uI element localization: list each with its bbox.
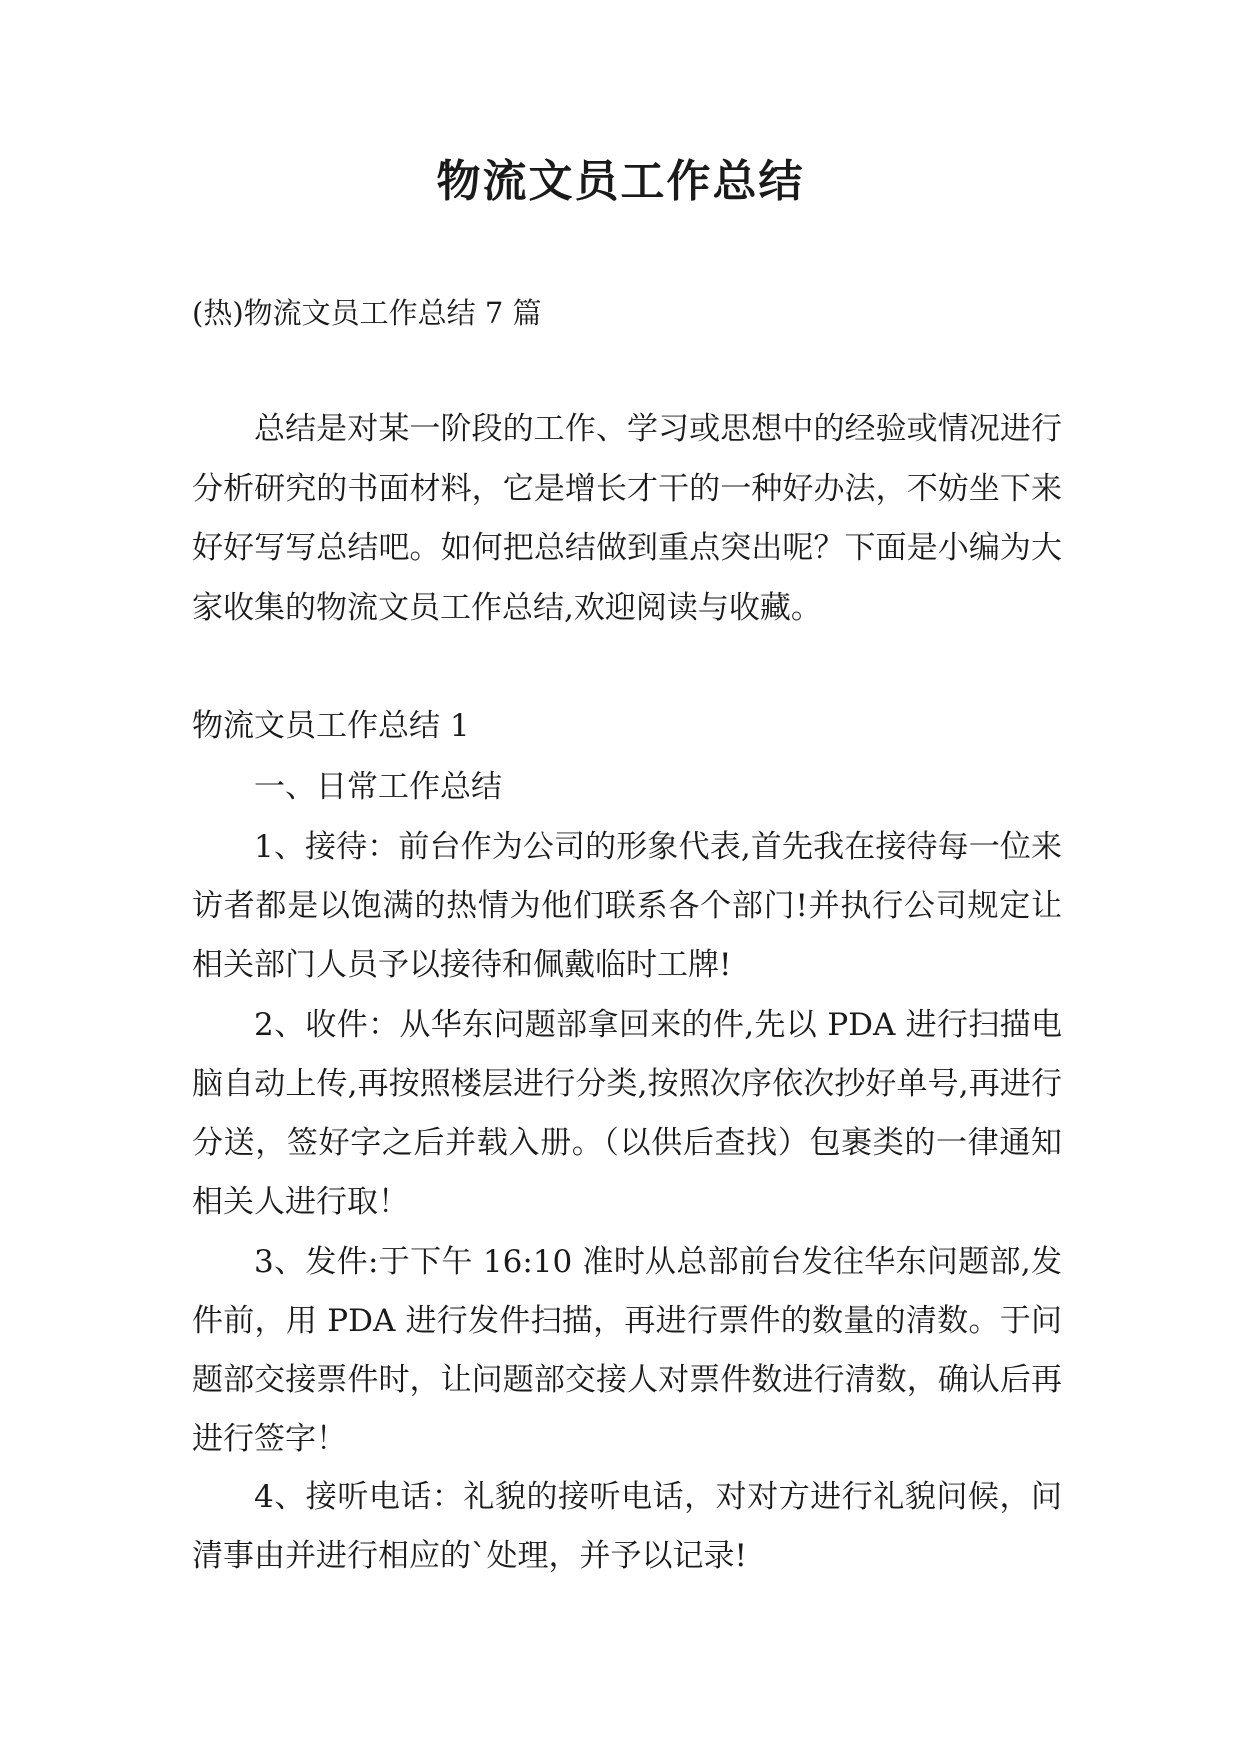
sub-heading: 一、日常工作总结 <box>254 769 502 805</box>
document-title: 物流文员工作总结 <box>436 156 805 207</box>
list-item-dispatch: 3、发件:于下午 16:10 准时从总部前台发往华东问题部,发件前，用 PDA 进行发件扫描，再进行票件的数量的清数。于问题部交接票件时，让问题部交接人对票件数进行清数，确认后再进行签字！ <box>192 1244 1062 1457</box>
section-title: 物流文员工作总结 1 <box>192 708 470 744</box>
intro-paragraph: 总结是对某一阶段的工作、学习或思想中的经验或情况进行分析研究的书面材料，它是增长才干的一种好办法，不妨坐下来好好写写总结吧。如何把总结做到重点突出呢？下面是小编为大家收集的物流文员工作总结,欢迎阅读与收藏。 <box>192 411 1062 626</box>
list-item-phone: 4、接听电话：礼貌的接听电话，对对方进行礼貌问候，问清事由并进行相应的`处理，并予以记录! <box>192 1479 1062 1574</box>
list-item-receiving: 2、收件：从华东问题部拿回来的件,先以 PDA 进行扫描电脑自动上传,再按照楼层进行分类,按照次序依次抄好单号,再进行分送，签好字之后并载入册。（以供后查找）包裹类的一律通知相关人进行取！ <box>192 1007 1062 1220</box>
document-subtitle: (热)物流文员工作总结 7 篇 <box>192 296 542 330</box>
list-item-reception: 1、接待：前台作为公司的形象代表,首先我在接待每一位来访者都是以饱满的热情为他们联系各个部门!并执行公司规定让相关部门人员予以接待和佩戴临时工牌! <box>192 829 1062 983</box>
